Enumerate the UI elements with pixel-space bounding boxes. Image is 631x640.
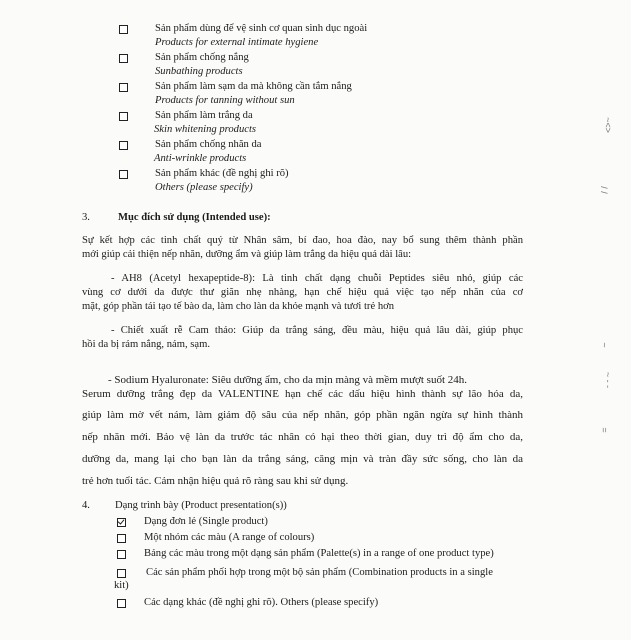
option-label: Sản phẩm chống nhăn da [155,139,262,150]
option-label: Sản phẩm khác (đề nghị ghi rõ) [155,168,289,179]
paragraph-line: mặt, góp phần tái tạo tế bào da, làm cho làn da khỏe mạnh và tươi trẻ hơn [82,301,395,312]
paragraph-line: nếp nhăn mới. Bảo vệ làn da trước tác nhân có hại theo thời gian, duy trì độ ẩm cho da, [82,431,523,443]
paragraph-line: mới giúp cải thiện nếp nhăn, dưỡng ẩm và giúp làm trắng da hiệu quả dài lâu: [82,249,412,260]
margin-mark: = [599,427,610,433]
margin-mark: / / [598,186,609,194]
option-label-en: Sunbathing products [155,66,243,77]
paragraph-line: vùng cơ dưới da được thư giãn nhẹ nhàng, hạn chế hiệu quả việc tạo nếp nhăn của cơ [82,287,523,298]
paragraph-line: giúp làm mờ vết nám, làm giảm độ sâu của nếp nhăn, góp phần ngăn ngừa sự hình thành [82,409,523,421]
checkbox-anti-wrinkle[interactable] [119,141,128,150]
option-label-en: Skin whitening products [154,124,257,135]
option-label: Các sản phẩm phối hợp trong một bộ sản phẩm (Combination products in a single [146,567,493,578]
checkbox-combination-kit[interactable] [117,569,126,578]
option-label-en: Others (please specify) [155,182,253,193]
option-label-cont: kit) [114,580,129,591]
option-label: Bảng các màu trong một dạng sản phẩm (Palette(s) in a range of one product type) [144,548,494,559]
margin-mark: ~ [599,342,610,348]
section-number: 4. [82,500,90,511]
option-label: Dạng đơn lẻ (Single product) [144,516,268,527]
option-label: Sản phẩm chống nắng [155,52,249,63]
paragraph-line: Serum dưỡng trắng đẹp da VALENTINE hạn chế các dấu hiệu hình thành sự lão hóa da, [82,388,523,400]
section-title: Dạng trình bày (Product presentation(s)) [115,500,287,511]
checkbox-range-of-colours[interactable] [117,534,126,543]
margin-mark: ~<> [602,117,613,133]
option-label-en: Products for tanning without sun [155,95,295,106]
option-label-en: Anti-wrinkle products [154,153,247,164]
checkbox-skin-whitening[interactable] [119,112,128,121]
option-label: Một nhóm các màu (A range of colours) [144,532,315,543]
option-label: Các dạng khác (đề nghị ghi rõ). Others (please specify) [144,597,379,608]
paragraph-line: - Sodium Hyaluronate: Siêu dưỡng ẩm, cho da mịn màng và mềm mượt suốt 24h. [108,374,468,386]
paragraph-line: - AH8 (Acetyl hexapeptide-8): Là tinh chất dạng chuỗi Peptides siêu nhỏ, giúp các [111,273,523,284]
checkbox-palette[interactable] [117,550,126,559]
paragraph-line: - Chiết xuất rễ Cam thảo: Giúp da trắng sáng, đều màu, hiệu quả lâu dài, giúp phục [111,325,523,336]
option-label: Sản phẩm làm sạm da mà không cần tắm nắng [155,81,352,92]
section-title: Mục đích sử dụng (Intended use): [118,212,271,223]
paragraph-line: hồi da bị rám nắng, nám, sạm. [82,339,210,350]
paragraph-line: trẻ hơn tuổi tác. Cảm nhận hiệu quả rõ ràng sau khi sử dụng. [82,475,349,487]
checkbox-other-presentation[interactable] [117,599,126,608]
checkbox-intimate-hygiene[interactable] [119,25,128,34]
paragraph-line: dưỡng da, mang lại cho bạn làn da trắng sáng, căng mịn và tràn đầy sức sống, cho làn da [82,453,523,465]
checkbox-sunbathing[interactable] [119,54,128,63]
option-label: Sản phẩm dùng để vệ sinh cơ quan sinh dục ngoài [155,23,368,34]
checkbox-others[interactable] [119,170,128,179]
checkbox-single-product[interactable] [117,518,126,527]
section-number: 3. [82,212,90,223]
checkbox-tanning[interactable] [119,83,128,92]
option-label-en: Products for external intimate hygiene [155,37,319,48]
margin-mark: ~ ‑ ‑ [603,371,614,389]
option-label: Sản phẩm làm trắng da [155,110,253,121]
paragraph-line: Sự kết hợp các tinh chất quý từ Nhân sâm, bí đao, hoa đào, nay bổ sung thêm thành phần [82,235,523,246]
